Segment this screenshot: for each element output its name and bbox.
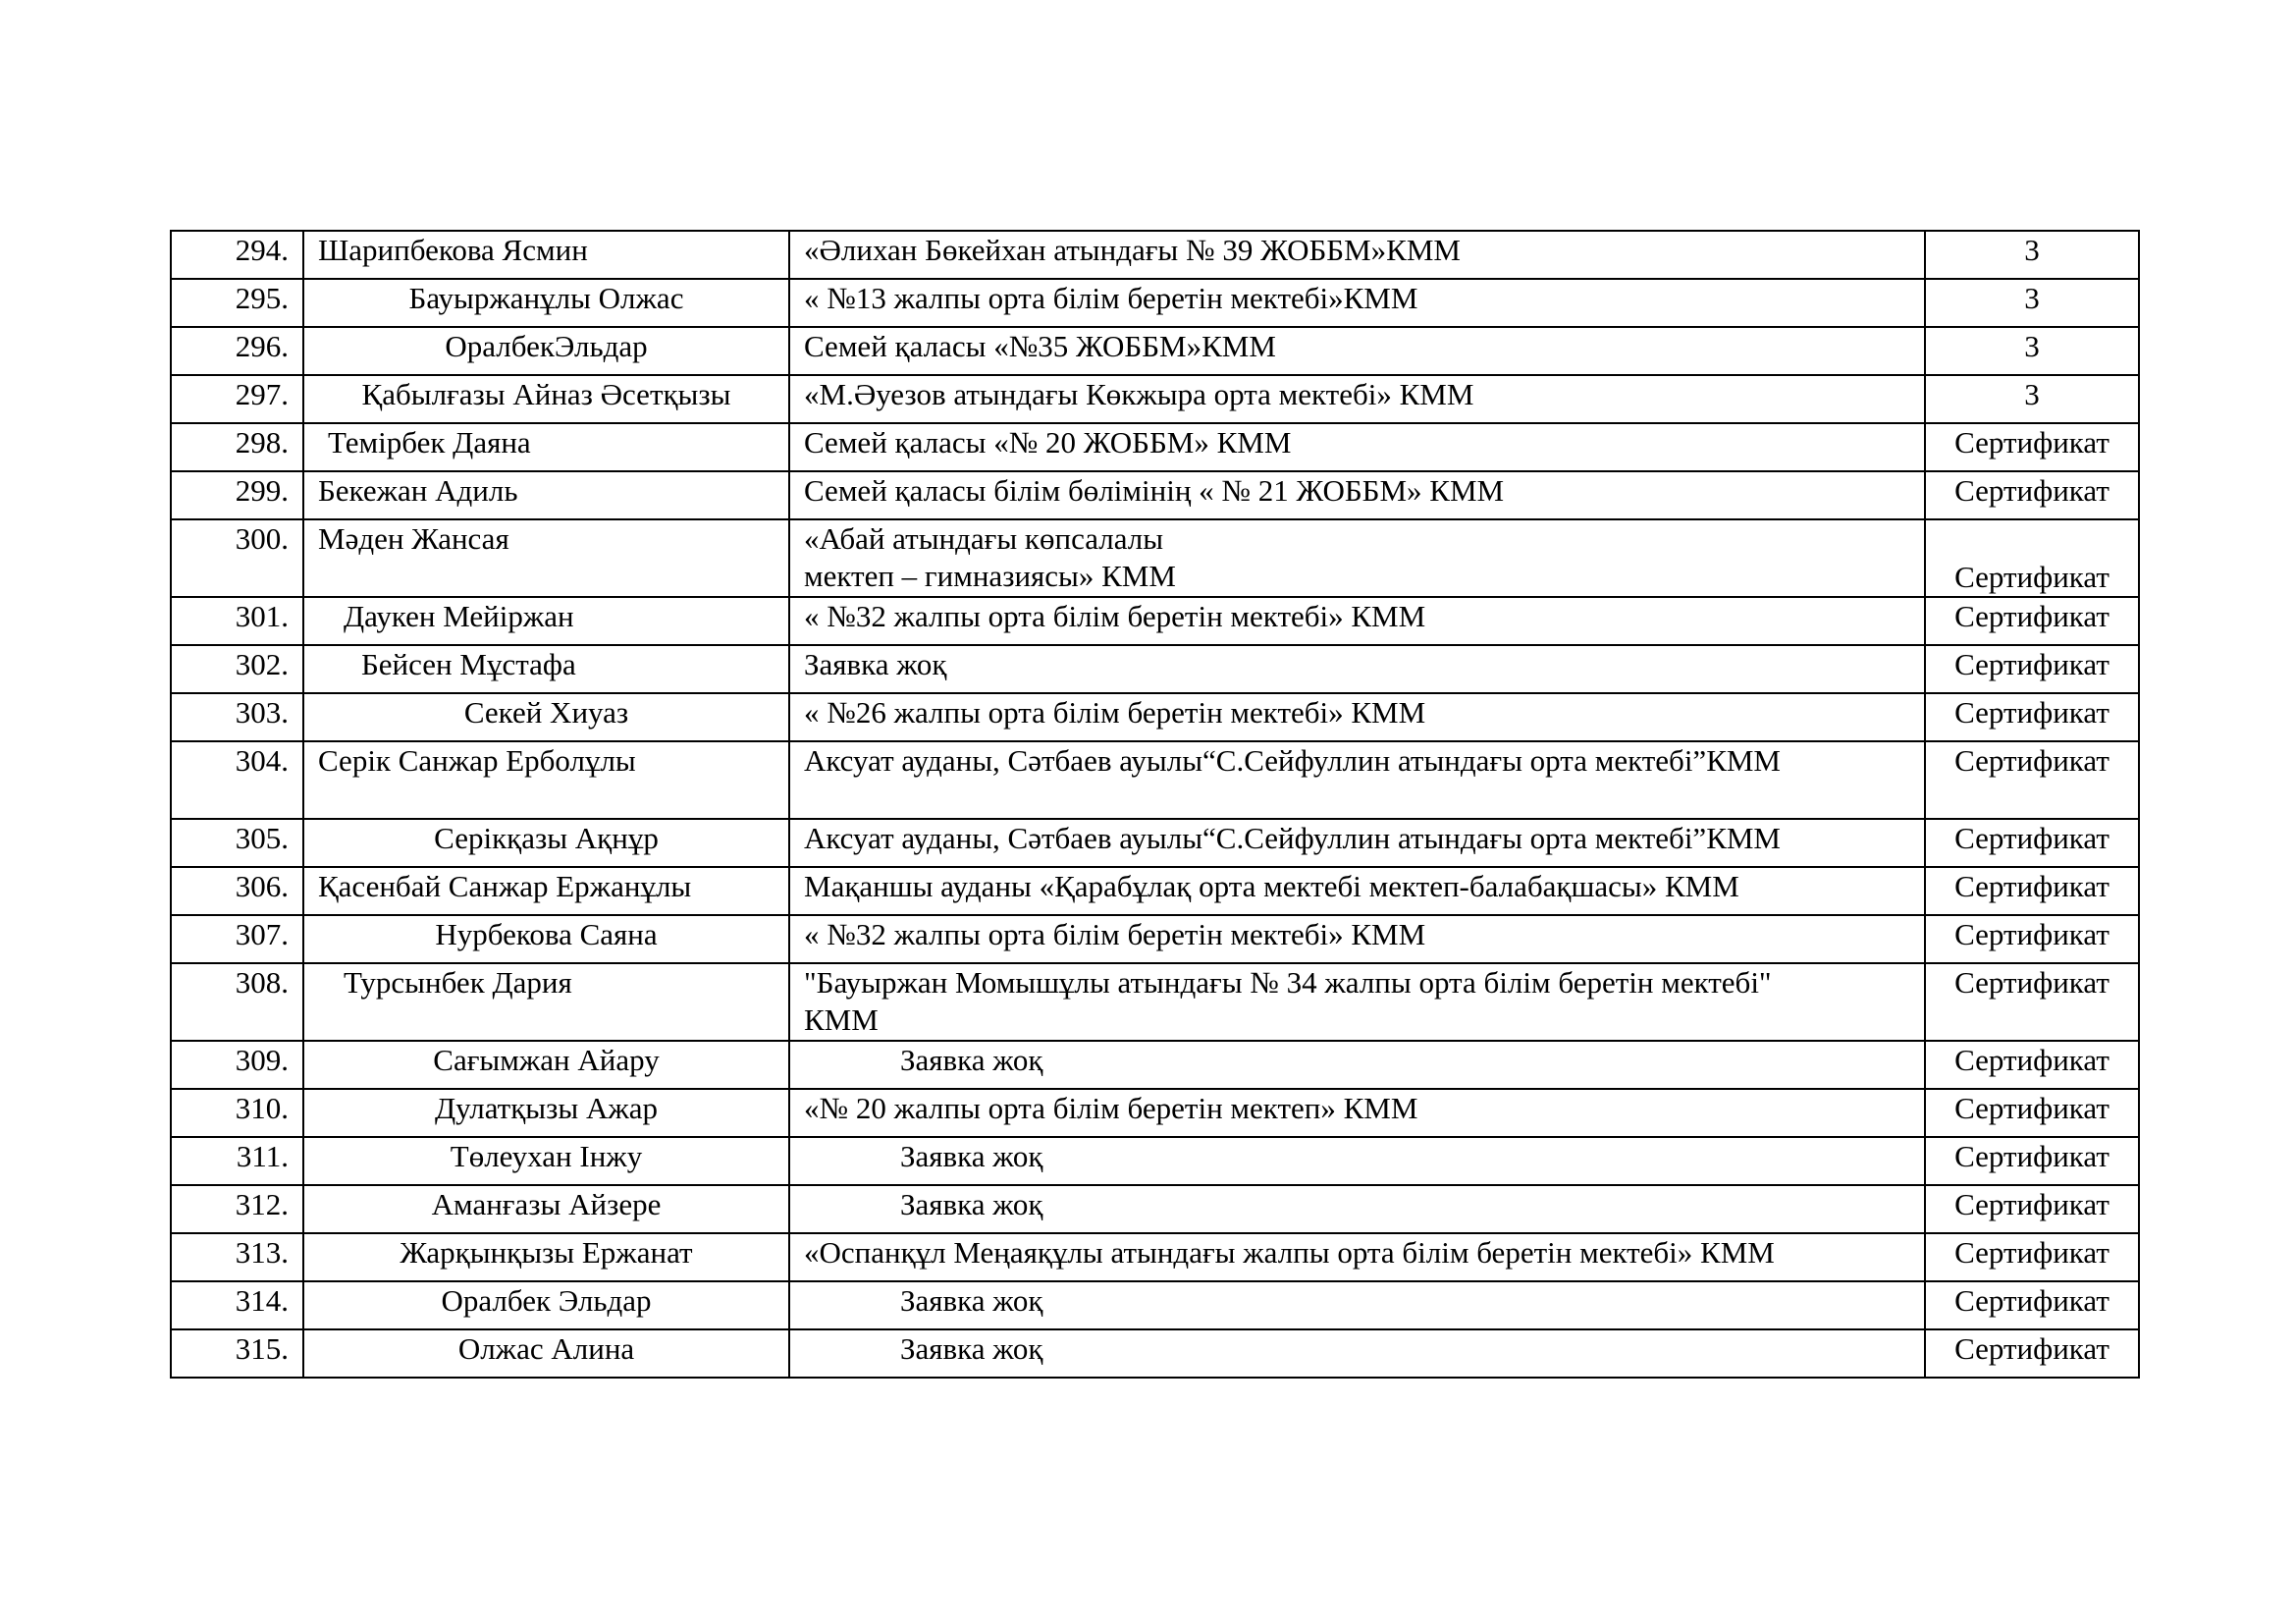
row-number: 296. bbox=[171, 327, 303, 375]
participant-name: ОралбекЭльдар bbox=[303, 327, 789, 375]
table-row bbox=[171, 1041, 2139, 1089]
table-row bbox=[171, 423, 2139, 471]
table-row bbox=[171, 819, 2139, 867]
participant-name: Секей Хиуаз bbox=[303, 693, 789, 741]
school-name: « №26 жалпы орта білім беретін мектебі» КММ bbox=[789, 693, 1925, 741]
row-number: 308. bbox=[171, 963, 303, 1041]
table-row bbox=[171, 1137, 2139, 1185]
participant-name: Нурбекова Саяна bbox=[303, 915, 789, 963]
school-name bbox=[789, 519, 1925, 597]
table-row bbox=[171, 693, 2139, 741]
result-value: 3 bbox=[1925, 375, 2139, 423]
result-value: Сертификат bbox=[1925, 1329, 2139, 1378]
school-name-line: мектеп – гимназиясы» КММ bbox=[804, 559, 1176, 593]
row-number: 300. bbox=[171, 519, 303, 597]
school-name: Семей қаласы білім бөлімінің « № 21 ЖОББМ» КММ bbox=[789, 471, 1925, 519]
row-number: 312. bbox=[171, 1185, 303, 1233]
result-value: Сертификат bbox=[1925, 471, 2139, 519]
result-value: Сертификат bbox=[1925, 423, 2139, 471]
participant-name: Бекежан Адиль bbox=[303, 471, 789, 519]
row-number: 305. bbox=[171, 819, 303, 867]
participant-name: Шарипбекова Ясмин bbox=[303, 231, 789, 279]
row-number: 315. bbox=[171, 1329, 303, 1378]
participant-name: Даукен Мейіржан bbox=[303, 597, 789, 645]
participant-name: Серікқазы Ақнұр bbox=[303, 819, 789, 867]
participant-name: Темірбек Даяна bbox=[303, 423, 789, 471]
school-name: Семей қаласы «№ 20 ЖОББМ» КММ bbox=[789, 423, 1925, 471]
result-value: Сертификат bbox=[1925, 741, 2139, 819]
school-name: «М.Әуезов атындағы Көкжыра орта мектебі» КММ bbox=[789, 375, 1925, 423]
school-name: Заявка жоқ bbox=[789, 1281, 1925, 1329]
table-row bbox=[171, 1089, 2139, 1137]
row-number: 310. bbox=[171, 1089, 303, 1137]
school-name: Аксуат ауданы, Сәтбаев ауылы“С.Сейфуллин атындағы орта мектебі”КММ bbox=[789, 819, 1925, 867]
school-name: Заявка жоқ bbox=[789, 1137, 1925, 1185]
row-number: 304. bbox=[171, 741, 303, 819]
row-number: 302. bbox=[171, 645, 303, 693]
school-name: «Әлихан Бөкейхан атындағы № 39 ЖОББМ»КММ bbox=[789, 231, 1925, 279]
row-number: 314. bbox=[171, 1281, 303, 1329]
participant-name: Мәден Жансая bbox=[303, 519, 789, 597]
school-name-line: КММ bbox=[804, 1002, 879, 1037]
result-value: 3 bbox=[1925, 327, 2139, 375]
school-name: Заявка жоқ bbox=[789, 1185, 1925, 1233]
school-name: Заявка жоқ bbox=[789, 1041, 1925, 1089]
participant-name: Жарқынқызы Ержанат bbox=[303, 1233, 789, 1281]
row-number: 303. bbox=[171, 693, 303, 741]
row-number: 307. bbox=[171, 915, 303, 963]
participant-name: Серік Санжар Ерболұлы bbox=[303, 741, 789, 819]
participant-name: Қасенбай Санжар Ержанұлы bbox=[303, 867, 789, 915]
table-row bbox=[171, 231, 2139, 279]
participant-name: Сағымжан Айару bbox=[303, 1041, 789, 1089]
school-name: «Оспанқұл Меңаяқұлы атындағы жалпы орта білім беретін мектебі» КММ bbox=[789, 1233, 1925, 1281]
school-name bbox=[789, 963, 1925, 1041]
row-number: 309. bbox=[171, 1041, 303, 1089]
participant-name: Бауыржанұлы Олжас bbox=[303, 279, 789, 327]
result-value: Сертификат bbox=[1925, 819, 2139, 867]
result-value: Сертификат bbox=[1925, 693, 2139, 741]
school-name: Семей қаласы «№35 ЖОББМ»КММ bbox=[789, 327, 1925, 375]
row-number: 299. bbox=[171, 471, 303, 519]
row-number: 301. bbox=[171, 597, 303, 645]
row-number: 306. bbox=[171, 867, 303, 915]
school-name: « №32 жалпы орта білім беретін мектебі» КММ bbox=[789, 915, 1925, 963]
table-row bbox=[171, 915, 2139, 963]
participant-name: Бейсен Мұстафа bbox=[303, 645, 789, 693]
result-value: Сертификат bbox=[1925, 519, 2139, 597]
school-name: « №13 жалпы орта білім беретін мектебі»КММ bbox=[789, 279, 1925, 327]
table-row bbox=[171, 279, 2139, 327]
result-value: Сертификат bbox=[1925, 1137, 2139, 1185]
table-row bbox=[171, 375, 2139, 423]
table-row bbox=[171, 645, 2139, 693]
school-name: « №32 жалпы орта білім беретін мектебі» КММ bbox=[789, 597, 1925, 645]
table-row bbox=[171, 327, 2139, 375]
table-row bbox=[171, 741, 2139, 819]
table-row bbox=[171, 597, 2139, 645]
participant-name: Олжас Алина bbox=[303, 1329, 789, 1378]
school-name: «№ 20 жалпы орта білім беретін мектеп» КММ bbox=[789, 1089, 1925, 1137]
row-number: 295. bbox=[171, 279, 303, 327]
result-value: Сертификат bbox=[1925, 1041, 2139, 1089]
table-row bbox=[171, 1329, 2139, 1378]
result-value: 3 bbox=[1925, 231, 2139, 279]
table-row bbox=[171, 1281, 2139, 1329]
participant-name: Аманғазы Айзере bbox=[303, 1185, 789, 1233]
row-number: 313. bbox=[171, 1233, 303, 1281]
result-value: Сертификат bbox=[1925, 1281, 2139, 1329]
table-row bbox=[171, 519, 2139, 597]
row-number: 297. bbox=[171, 375, 303, 423]
participant-name: Турсынбек Дария bbox=[303, 963, 789, 1041]
table-row bbox=[171, 1233, 2139, 1281]
participant-name: Оралбек Эльдар bbox=[303, 1281, 789, 1329]
result-value: Сертификат bbox=[1925, 1089, 2139, 1137]
participant-name: Төлеухан Інжу bbox=[303, 1137, 789, 1185]
table-row bbox=[171, 963, 2139, 1041]
participant-name: Дулатқызы Ажар bbox=[303, 1089, 789, 1137]
results-table-body bbox=[171, 231, 2139, 1378]
result-value: Сертификат bbox=[1925, 645, 2139, 693]
result-value: Сертификат bbox=[1925, 963, 2139, 1041]
result-value: 3 bbox=[1925, 279, 2139, 327]
results-table bbox=[170, 230, 2140, 1379]
school-name: Заявка жоқ bbox=[789, 645, 1925, 693]
school-name: Мақаншы ауданы «Қарабұлақ орта мектебі мектеп-балабақшасы» КММ bbox=[789, 867, 1925, 915]
school-name-line: "Бауыржан Момышұлы атындағы № 34 жалпы орта білім беретін мектебі" bbox=[804, 965, 1772, 1000]
row-number: 298. bbox=[171, 423, 303, 471]
school-name: Заявка жоқ bbox=[789, 1329, 1925, 1378]
result-value: Сертификат bbox=[1925, 915, 2139, 963]
row-number: 311. bbox=[171, 1137, 303, 1185]
participant-name: Қабылғазы Айназ Әсетқызы bbox=[303, 375, 789, 423]
result-value: Сертификат bbox=[1925, 1233, 2139, 1281]
table-row bbox=[171, 867, 2139, 915]
school-name: Аксуат ауданы, Сәтбаев ауылы“С.Сейфуллин атындағы орта мектебі”КММ bbox=[789, 741, 1925, 819]
table-row bbox=[171, 1185, 2139, 1233]
result-value: Сертификат bbox=[1925, 1185, 2139, 1233]
result-value: Сертификат bbox=[1925, 597, 2139, 645]
table-row bbox=[171, 471, 2139, 519]
school-name-line: «Абай атындағы көпсалалы bbox=[804, 521, 1164, 556]
row-number: 294. bbox=[171, 231, 303, 279]
result-value: Сертификат bbox=[1925, 867, 2139, 915]
